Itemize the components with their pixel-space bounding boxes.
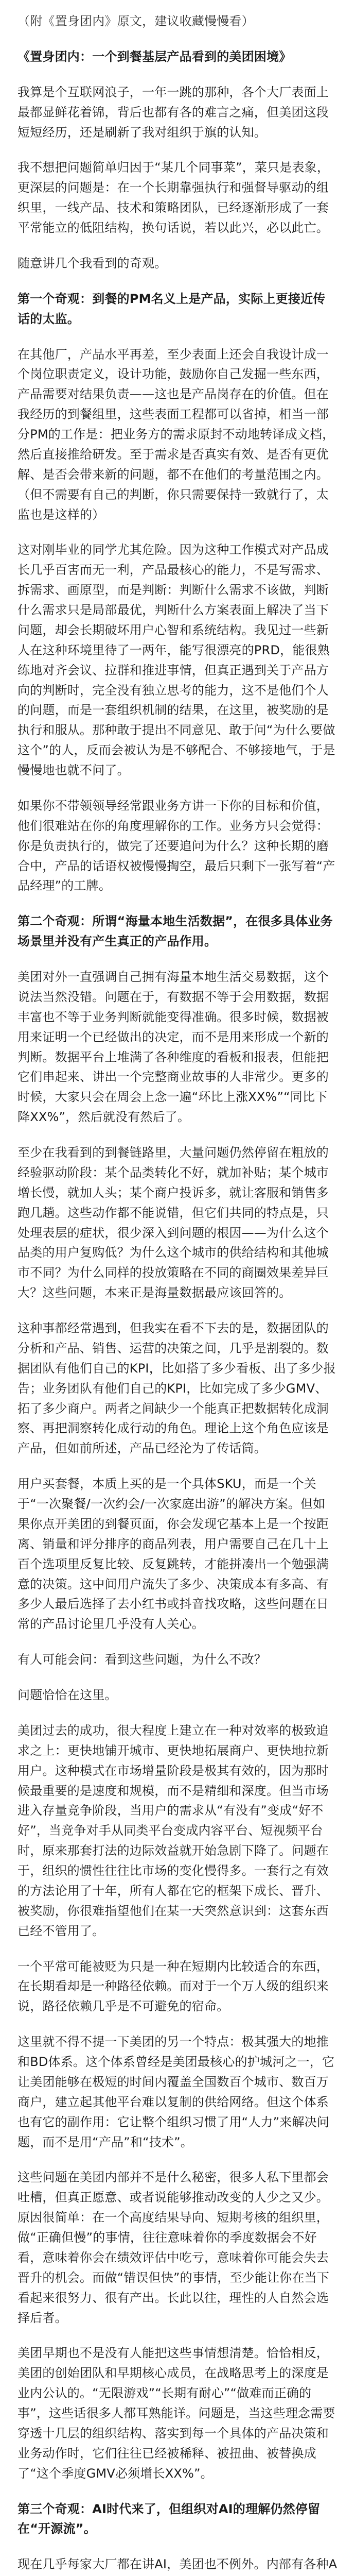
paragraph: 美团对外一直强调自己拥有海量本地生活交易数据，这个说法当然没错。问题在于，有数据不等于会用数据，数据丰富也不等于业务判断就能变得准确。很多时候，数据被用来证明一个已经做出的决定，而不是用来形成一个新的判断。数据平台上堆满了各种维度的看板和报表，但能把它们串起来、讲出一个完整商业故事的人非常少。更多的时候，大家只会在周会上念一遍“环比上涨XX%”“同比下降XX%”，然后就没有然后了。 bbox=[17, 970, 329, 1125]
paragraph: 用户买套餐，本质上买的是一个具体SKU，而是一个关于“一次聚餐/一次约会/一次家庭出游”的解决方案。但如果你点开美团的到餐页面，你会发现它基本上是一个按距离、销量和评分排序的商品列表，用户需要自己在几十上百个选项里反复比较、反复跳转，才能拼凑出一个勉强满意的决策。这中间用户流失了多少、决策成本有多高、有多少人最后选择了去小红书或抖音找攻略，这些问题在日常的产品讨论里几乎没有人关心。 bbox=[17, 1477, 329, 1632]
paragraph: 一个平常可能被贬为只是一种在短期内比较适合的东西，在长期看却是一种路径依赖。而对于一个万人级的组织来说，路径依赖几乎是不可避免的宿命。 bbox=[17, 1959, 329, 2014]
paragraph: 这些问题在美团内部并不是什么秘密，很多人私下里都会吐槽，但真正愿意、或者说能够推动改变的人少之又少。原因很简单：在一个高度结果导向、短期考核的组织里，做“正确但慢”的事情，往往意味着你的季度数据会不好看，意味着你会在绩效评估中吃亏，意味着你可能会失去晋升的机会。而做“错误但快”的事情，至少能让你在当下看起来很努力、很有产出。长此以往，理性的人自然会选择后者。 bbox=[17, 2170, 330, 2325]
paragraph: 现在几乎每家大厂都在讲AI，美团也不例外。内部有各种A bbox=[17, 2557, 338, 2572]
paragraph: 美团早期也不是没有人能把这些事情想清楚。恰恰相反，美团的创始团队和早期核心成员，在战略思考上的深度是业内公认的。“无限游戏”“长期有耐心”“做难而正确的事”，这些话很多人都耳熟能详。问题是，当这些理念需要穿透十几层的组织结构、落实到每一个具体的产品决策和业务动作时，它们往往已经被稀释、被扭曲、被替换成了“这个季度GMV必须增长XX%”。 bbox=[17, 2346, 335, 2481]
section-heading: 第一个奇观：到餐的PM名义上是产品，实际上更接近传话的太监。 bbox=[17, 291, 326, 326]
paragraph: 我不想把问题简单归因于“某几个同事菜”，菜只是表象，更深层的问题是：在一个长期靠强执行和强督导驱动的组织里，一线产品、技术和策略团队，已经逐渐形成了一套平常能立的低阻结构，换句话说，若以此兴，必以此亡。 bbox=[17, 160, 330, 235]
paragraph: 我算是个互联网浪子，一年一跳的那种，各个大厂表面上最都显鲜花着锦，背后也都有各的难言之痛，但美团这段短短经历，还是刷新了我对组织于旗的认知。 bbox=[17, 84, 329, 140]
paragraph: 有人可能会问：看到这些问题，为什么不改？ bbox=[17, 1652, 267, 1667]
paragraph: 如果你不带领领导经常跟业务方讲一下你的目标和价值，他们很难站在你的角度理解你的工作。业务方只会觉得：你是负责执行的，做完了还要追问为什么？这种长期的磨合中，产品的话语权被慢慢掏空，最后只剩下一张写着“产品经理”的工牌。 bbox=[17, 798, 335, 893]
article-title: 《置身团内：一个到餐基层产品看到的美团困境》 bbox=[17, 49, 292, 64]
paragraph: 这里就不得不提一下美团的另一个特点：极其强大的地推和BD体系。这个体系曾经是美团最核心的护城河之一，它让美团能够在极短的时间内覆盖全国数百个城市、数百万商户，建立起其他平台难以复制的供给网络。但这个体系也有它的副作用：它让整个组织习惯了用“人力”来解决问题，而不是用“产品”和“技术”。 bbox=[17, 2035, 335, 2149]
paragraph: （附《置身团内》原文，建议收藏慢慢看） bbox=[17, 14, 254, 28]
section-heading: 第三个奇观：AI时代来了，但组织对AI的理解仍然停留在“开源流”。 bbox=[17, 2501, 321, 2536]
section-heading: 第二个奇观：所谓“海量本地生活数据”，在很多具体业务场景里并没有产生真正的产品作用。 bbox=[17, 914, 333, 949]
paragraph: 问题恰恰在这里。 bbox=[17, 1688, 117, 1702]
paragraph: 随意讲几个我看到的奇观。 bbox=[17, 256, 167, 270]
paragraph: 这对刚毕业的同学尤其危险。因为这种工作模式对产品成长几乎百害而无一利，产品最核心的能力，不是写需求、拆需求、画原型，而是判断：判断什么需求不该做，判断什么需求只是局部最优，判断什么方案表面上解决了当下问题，却会长期破坏用户心智和系统结构。我见过一些新人在这种环境里待了一两年，能写很漂亮的PRD，能很熟练地对齐会议、拉群和推进事情，但真正遇到关于产品方向的判断时，完全没有独立思考的能力，这不是他们个人的问题，而是一套组织机制的结果，在这里，被奖励的是执行和服从。那种敢于提出不同意见、敢于问“为什么要做这个”的人，反而会被认为是不够配合、不够接地气，于是慢慢地也就不问了。 bbox=[17, 543, 335, 777]
paragraph: 在其他厂，产品水平再差，至少表面上还会自我设计成一个岗位职责定义，设计功能，鼓励你自己发掘一些东西，产品需要对结果负责——这也是产品岗存在的价值。但在我经历的到餐组里，这些表面工程都可以省掉，相当一部分PM的工作是：把业务方的需求原封不动地转译成文档，然后直接推给研发。至于需求是否真实有效、是否有更优解、是否会带来新的问题，都不在他们的考量范围之内。（但不需要有自己的判断，你只需要保持一致就行了，太监也是这样的） bbox=[17, 347, 335, 522]
paragraph: 至少在我看到的到餐链路里，大量问题仍然停留在粗放的经验驱动阶段：某个品类转化不好，就加补贴；某个城市增长慢，就加人头；某个商户投诉多，就让客服和销售多跑几趟。这些动作都不能说错，但它们共同的特点是，只处理表层的症状，很少深入到问题的根因——为什么这个品类的用户复购低？为什么这个城市的供给结构和其他城市不同？为什么同样的投放策略在不同的商圈效果差异巨大？这些问题，本来正是海量数据最应该回答的。 bbox=[17, 1145, 329, 1300]
paragraph: 这种事都经常遇到，但我实在看不下去的是，数据团队的分析和产品、销售、运营的决策之间，几乎是割裂的。数据团队有他们自己的KPI，比如搭了多少看板、出了多少报告；业务团队有他们自己的KPI，比如完成了多少GMV、拓了多少商户。两者之间缺少一个能真正把数据转化成洞察、再把洞察转化成行动的角色。理论上这个角色应该是产品，但如前所述，产品已经沦为了传话筒。 bbox=[17, 1321, 336, 1456]
paragraph: 美团过去的成功，很大程度上建立在一种对效率的极致追求之上：更快地铺开城市、更快地拓展商户、更快地拉新用户。这种模式在市场增量阶段是极其有效的，因为那时候最重要的是速度和规模，而不是精细和深度。但当市场进入存量竞争阶段，当用户的需求从“有没有”变成“好不好”，当竞争对手从同类平台变成内容平台、短视频平台时，原来那套打法的边际效益就开始急剧下降了。问题在于，组织的惯性往往比市场的变化慢得多。一套行之有效的方法论用了十年，所有人都在它的框架下成长、晋升、被奖励，你很难指望他们在某一天突然意识到：这套东西已经不管用了。 bbox=[17, 1723, 329, 1938]
